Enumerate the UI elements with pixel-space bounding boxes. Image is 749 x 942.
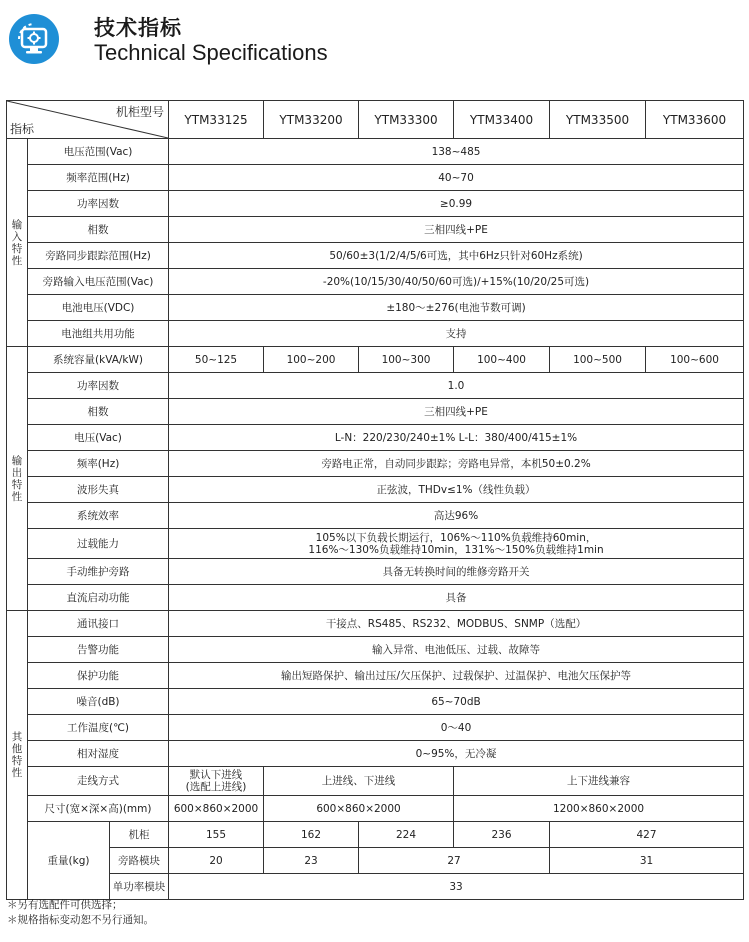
spec-value: ±180～±276(电池节数可调)	[169, 295, 744, 321]
table-row	[7, 425, 744, 451]
model-header: YTM33500	[550, 101, 646, 139]
spec-value: 旁路电正常，自动同步跟踪；旁路电异常，本机50±0.2%	[169, 451, 744, 477]
group-label-input: 输 入 特 性	[7, 139, 28, 347]
spec-label: 系统效率	[28, 503, 169, 529]
spec-value: 0～40	[169, 715, 744, 741]
weight-sub-label: 旁路模块	[110, 848, 169, 874]
corner-model-label: 机柜型号	[116, 105, 165, 119]
spec-value: 三相四线+PE	[169, 217, 744, 243]
spec-label: 尺寸(宽×深×高)(mm)	[28, 796, 169, 822]
table-row	[7, 477, 744, 503]
group-label-output: 输 出 特 性	[7, 347, 28, 611]
spec-value: 600×860×2000	[264, 796, 454, 822]
spec-value: 138~485	[169, 139, 744, 165]
table-row	[7, 689, 744, 715]
spec-label: 旁路输入电压范围(Vac)	[28, 269, 169, 295]
table-row	[7, 139, 744, 165]
spec-value: 33	[169, 874, 744, 900]
spec-value: 20	[169, 848, 264, 874]
spec-label: 通讯接口	[28, 611, 169, 637]
table-row	[7, 243, 744, 269]
spec-value: 27	[359, 848, 550, 874]
spec-label: 过载能力	[28, 529, 169, 559]
spec-value: 100~500	[550, 347, 646, 373]
table-row	[7, 663, 744, 689]
table-row	[7, 399, 744, 425]
spec-value: 上进线、下进线	[264, 767, 454, 796]
footnote: ＊规格指标变动恕不另行通知。	[7, 914, 154, 926]
spec-label: 相对湿度	[28, 741, 169, 767]
spec-label: 保护功能	[28, 663, 169, 689]
table-row	[7, 637, 744, 663]
spec-value: 正弦波，THDv≤1%（线性负载）	[169, 477, 744, 503]
table-row	[7, 217, 744, 243]
spec-label: 旁路同步跟踪范围(Hz)	[28, 243, 169, 269]
spec-value: 三相四线+PE	[169, 399, 744, 425]
table-row	[7, 848, 744, 874]
spec-label: 功率因数	[28, 191, 169, 217]
spec-label: 电池组共用功能	[28, 321, 169, 347]
table-row	[7, 295, 744, 321]
spec-label: 波形失真	[28, 477, 169, 503]
table-row	[7, 503, 744, 529]
table-row	[7, 559, 744, 585]
spec-value: 100~400	[454, 347, 550, 373]
model-header: YTM33125	[169, 101, 264, 139]
spec-value	[169, 529, 744, 559]
table-row	[7, 321, 744, 347]
spec-value: 50/60±3(1/2/4/5/6可选，其中6Hz只针对60Hz系统)	[169, 243, 744, 269]
spec-value: 155	[169, 822, 264, 848]
spec-value: 600×860×2000	[169, 796, 264, 822]
table-header-row	[7, 101, 744, 139]
table-row	[7, 191, 744, 217]
wiring-optional: (选配上进线)	[185, 781, 247, 793]
spec-label: 走线方式	[28, 767, 169, 796]
page-title-cn: 技术指标	[94, 16, 182, 40]
spec-value: 65~70dB	[169, 689, 744, 715]
footnote: ＊另有选配件可供选择；	[7, 899, 123, 911]
model-header: YTM33200	[264, 101, 359, 139]
wiring-default: 默认下进线	[189, 769, 243, 781]
model-header: YTM33400	[454, 101, 550, 139]
spec-value: 100~300	[359, 347, 454, 373]
model-header: YTM33600	[646, 101, 744, 139]
spec-value: -20%(10/15/30/40/50/60可选)/+15%(10/20/25可选)	[169, 269, 744, 295]
table-row	[7, 767, 744, 796]
group-label-other: 其 他 特 性	[7, 611, 28, 900]
table-row	[7, 269, 744, 295]
weight-sub-label: 单功率模块	[110, 874, 169, 900]
table-row	[7, 347, 744, 373]
model-header: YTM33300	[359, 101, 454, 139]
spec-value: 236	[454, 822, 550, 848]
spec-value: 高达96%	[169, 503, 744, 529]
spec-table	[6, 100, 744, 900]
footnotes	[7, 898, 154, 928]
overload-line-1: 105%以下负载长期运行，106%～110%负载维持60min，	[315, 531, 597, 544]
spec-label: 功率因数	[28, 373, 169, 399]
spec-label: 手动维护旁路	[28, 559, 169, 585]
spec-value: 40~70	[169, 165, 744, 191]
spec-value: 1.0	[169, 373, 744, 399]
weight-sub-label: 机柜	[110, 822, 169, 848]
spec-value: 干接点、RS485、RS232、MODBUS、SNMP（选配）	[169, 611, 744, 637]
spec-value: 224	[359, 822, 454, 848]
page-header	[0, 0, 749, 90]
spec-label: 电池电压(VDC)	[28, 295, 169, 321]
spec-label: 相数	[28, 217, 169, 243]
settings-screen-icon	[7, 12, 61, 66]
corner-spec-label: 指标	[10, 122, 35, 136]
spec-value	[169, 767, 264, 796]
table-row	[7, 451, 744, 477]
spec-label: 系统容量(kVA/kW)	[28, 347, 169, 373]
spec-value: 具备无转换时间的维修旁路开关	[169, 559, 744, 585]
spec-label: 相数	[28, 399, 169, 425]
spec-label: 电压(Vac)	[28, 425, 169, 451]
spec-label: 频率(Hz)	[28, 451, 169, 477]
spec-value: 0~95%，无冷凝	[169, 741, 744, 767]
spec-label: 告警功能	[28, 637, 169, 663]
table-row	[7, 165, 744, 191]
spec-label: 工作温度(℃)	[28, 715, 169, 741]
spec-value: L-N：220/230/240±1% L-L：380/400/415±1%	[169, 425, 744, 451]
spec-label: 重量(kg)	[28, 822, 110, 900]
table-row	[7, 373, 744, 399]
spec-value: 31	[550, 848, 744, 874]
spec-value: 427	[550, 822, 744, 848]
table-row	[7, 529, 744, 559]
table-row	[7, 874, 744, 900]
table-row	[7, 796, 744, 822]
table-row	[7, 611, 744, 637]
overload-line-2: 116%～130%负载维持10min，131%～150%负载维持1min	[308, 543, 604, 556]
spec-value: 输出短路保护、输出过压/欠压保护、过载保护、过温保护、电池欠压保护等	[169, 663, 744, 689]
spec-label: 噪音(dB)	[28, 689, 169, 715]
table-row	[7, 585, 744, 611]
spec-value: 50~125	[169, 347, 264, 373]
spec-label: 电压范围(Vac)	[28, 139, 169, 165]
table-row	[7, 822, 744, 848]
spec-value: 23	[264, 848, 359, 874]
spec-value: ≥0.99	[169, 191, 744, 217]
spec-value: 具备	[169, 585, 744, 611]
page-title-en: Technical Specifications	[94, 40, 328, 65]
spec-label: 频率范围(Hz)	[28, 165, 169, 191]
spec-value: 100~600	[646, 347, 744, 373]
table-row	[7, 715, 744, 741]
spec-value: 100~200	[264, 347, 359, 373]
spec-label: 直流启动功能	[28, 585, 169, 611]
spec-value: 输入异常、电池低压、过载、故障等	[169, 637, 744, 663]
table-row	[7, 741, 744, 767]
spec-value: 162	[264, 822, 359, 848]
spec-value: 1200×860×2000	[454, 796, 744, 822]
spec-value: 支持	[169, 321, 744, 347]
spec-value: 上下进线兼容	[454, 767, 744, 796]
corner-cell	[7, 101, 169, 139]
